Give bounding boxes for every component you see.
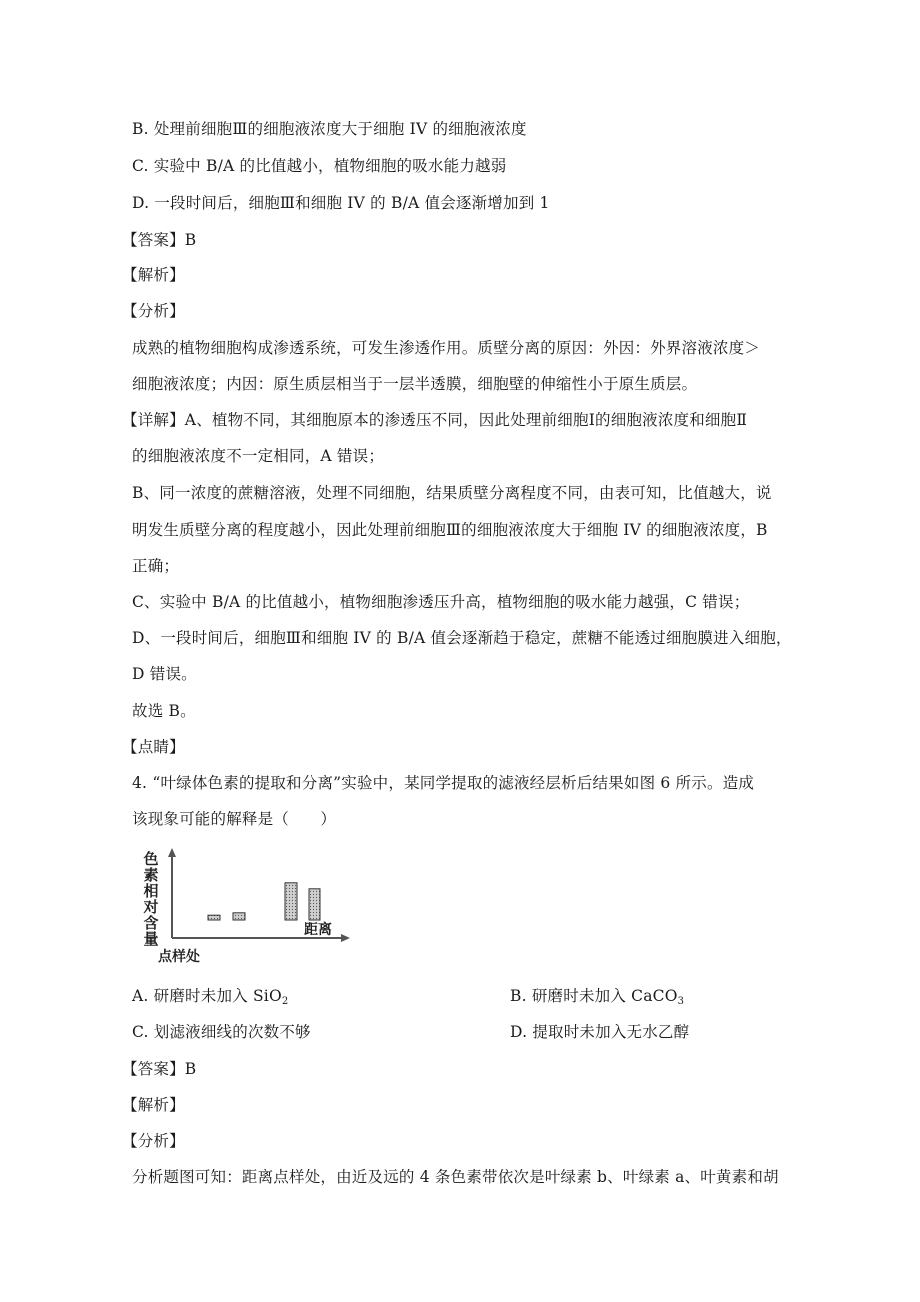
analysis-label: 【解析】 bbox=[122, 1096, 185, 1114]
answer-label: 【答案】B bbox=[122, 1060, 197, 1078]
question-stem-line: 4. “叶绿体色素的提取和分离”实验中，某同学提取的滤液经层析后结果如图 6 所示。造成 bbox=[132, 774, 755, 792]
analysis-text-line: 细胞液浓度；内因：原生质层相当于一层半透膜，细胞壁的伸缩性小于原生质层。 bbox=[132, 375, 698, 393]
origin-label: 点样处 bbox=[158, 949, 200, 965]
analysis-section-label: 【分析】 bbox=[122, 1132, 185, 1150]
pigment-band-3 bbox=[285, 883, 297, 920]
option-b-text: B. 研磨时未加入 CaCO bbox=[510, 987, 678, 1005]
option-b-subscript: 3 bbox=[677, 996, 685, 1007]
pigment-band-2 bbox=[233, 913, 245, 920]
option-a-text: A. 研磨时未加入 SiO bbox=[132, 987, 282, 1005]
answer-label: 【答案】B bbox=[122, 231, 197, 249]
y-axis-char: 色 bbox=[143, 850, 159, 868]
detail-line: 【详解】A、植物不同，其细胞原本的渗透压不同，因此处理前细胞Ⅰ的细胞液浓度和细胞Ⅱ bbox=[122, 411, 748, 429]
detail-line: D 错误。 bbox=[132, 665, 197, 683]
tip-label: 【点睛】 bbox=[122, 738, 185, 756]
chromatography-figure bbox=[138, 848, 358, 970]
analysis-text-line: 分析题图可知：距离点样处，由近及远的 4 条色素带依次是叶绿素 b、叶绿素 a、叶黄素和胡 bbox=[132, 1168, 779, 1186]
question-stem-line: 该现象可能的解释是（ ） bbox=[132, 810, 337, 828]
analysis-text-line: 成熟的植物细胞构成渗透系统，可发生渗透作用。质壁分离的原因：外因：外界溶液浓度＞ bbox=[132, 339, 761, 357]
x-axis-label: 距离 bbox=[304, 922, 332, 938]
option-d: D. 一段时间后，细胞Ⅲ和细胞 IV 的 B/A 值会逐渐增加到 1 bbox=[132, 194, 550, 212]
detail-line: C、实验中 B/A 的比值越小，植物细胞渗透压升高，植物细胞的吸水能力越强，C 错误； bbox=[132, 593, 750, 611]
pigment-bands bbox=[208, 883, 320, 920]
y-axis-char: 含 bbox=[143, 914, 159, 932]
pigment-band-1 bbox=[208, 915, 220, 920]
y-axis-char: 对 bbox=[143, 898, 159, 916]
option-b[interactable] bbox=[510, 986, 684, 1012]
detail-line: B、同一浓度的蔗糖溶液，处理不同细胞，结果质壁分离程度不同，由表可知，比值越大，说 bbox=[132, 484, 772, 502]
detail-line: 明发生质壁分离的程度越小，因此处理前细胞Ⅲ的细胞液浓度大于细胞 IV 的细胞液浓度，B bbox=[132, 521, 768, 539]
option-b: B. 处理前细胞Ⅲ的细胞液浓度大于细胞 IV 的细胞液浓度 bbox=[132, 120, 527, 138]
detail-line: 的细胞液浓度不一定相同，A 错误； bbox=[132, 447, 385, 465]
option-a[interactable] bbox=[132, 986, 288, 1012]
y-axis-char: 相 bbox=[143, 882, 159, 900]
conclusion: 故选 B。 bbox=[132, 702, 196, 720]
detail-line: D、一段时间后，细胞Ⅲ和细胞 IV 的 B/A 值会逐渐趋于稳定，蔗糖不能透过细胞膜进入细胞， bbox=[132, 629, 792, 647]
option-c: C. 实验中 B/A 的比值越小，植物细胞的吸水能力越弱 bbox=[132, 157, 507, 175]
option-c[interactable]: C. 划滤液细线的次数不够 bbox=[132, 1023, 311, 1041]
pigment-band-4 bbox=[309, 889, 320, 920]
y-axis-label bbox=[142, 850, 158, 948]
x-axis-arrow-icon bbox=[341, 934, 350, 942]
y-axis-char: 量 bbox=[143, 930, 159, 948]
y-axis-char: 素 bbox=[143, 866, 159, 884]
detail-line: 正确； bbox=[132, 557, 180, 575]
analysis-label: 【解析】 bbox=[122, 266, 185, 284]
analysis-section-label: 【分析】 bbox=[122, 302, 185, 320]
y-axis-arrow-icon bbox=[168, 848, 176, 857]
option-a-subscript: 2 bbox=[281, 996, 289, 1007]
option-d[interactable]: D. 提取时未加入无水乙醇 bbox=[510, 1023, 690, 1041]
